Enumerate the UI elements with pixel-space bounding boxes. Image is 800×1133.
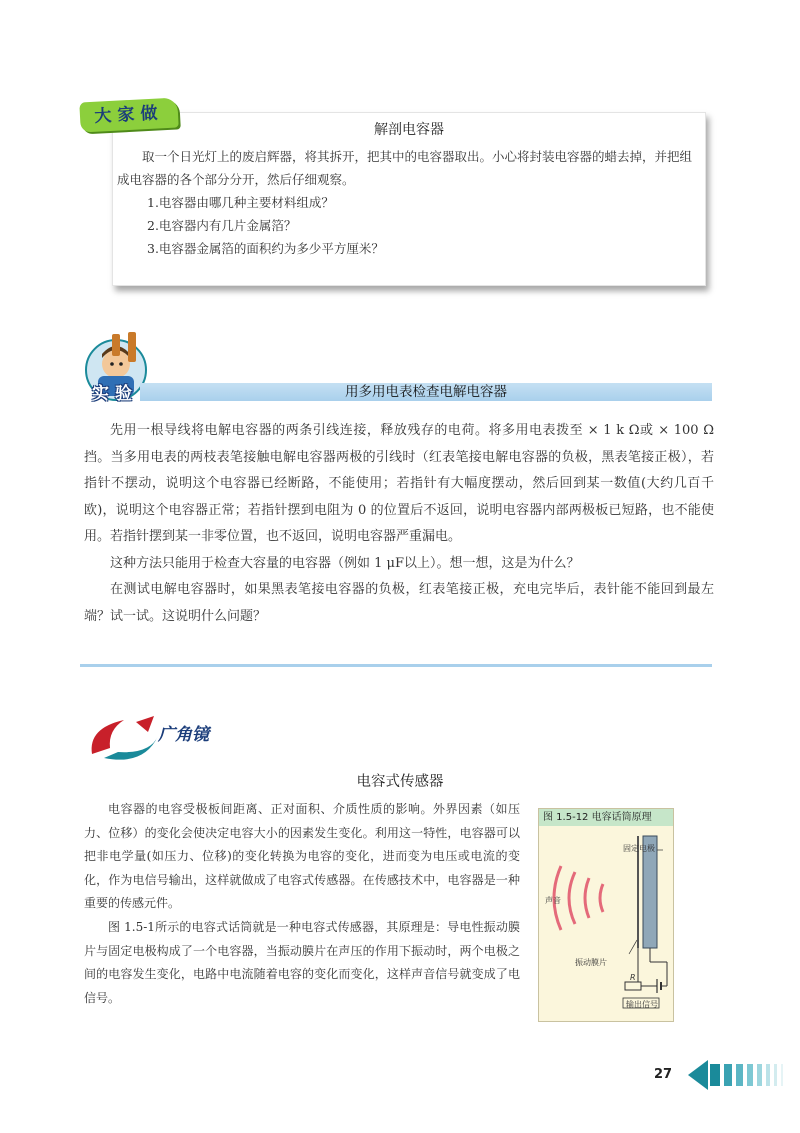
sensor-paragraph: 电容器的电容受极板间距离、正对面积、介质性质的影响。外界因素（如压力、位移）的变化会使决定电容大小的因素发生变化。利用这一特性，电容器可以把非电学量(如压力、位移)的变化转换为电容的变化，进而变为电压或电流的变化，作为电信号输出，这样就做成了电容式传感器。在传感技术中，电容器是一种重要的传感元件。 [84,802,520,911]
activity-badge-label: 大家做 [94,103,164,127]
sensor-title: 电容式传感器 [356,774,444,790]
page-arrow-icon [688,1058,800,1092]
activity-body [117,145,695,260]
label-output-signal: 输出信号 [626,1000,658,1009]
experiment-paragraph: 先用一根导线将电解电容器的两条引线连接，释放残存的电荷。将多用电表拨至 × 1 k Ω或 × 100 Ω挡。当多用电表的两枝表笔接触电解电容器两极的引线时（红表笔接电解电容器的负极，黑表笔接正极），若指针不摆动，说明这个电容器已经断路，不能使用；若指针有大幅度摆动，然后回到某一数值(大约几百千欧)，说明这个电容器正常；若指针摆到电阻为 0 的位置后不返回，说明电容器内部两极板已短路，也不能使用。若指针摆到某一非零位置，也不返回，说明电容器严重漏电。 [84,423,714,544]
activity-box [112,112,706,286]
sensor-paragraph: 图 1.5-1所示的电容式话筒就是一种电容式传感器，其原理是：导电性振动膜片与固定电极构成了一个电容器，当振动膜片在声压的作用下振动时，两个电极之间的电容发生变化，电路中电流随着电容的变化而变化，这样声音信号就变成了电信号。 [84,919,520,1005]
activity-intro: 取一个日光灯上的废启辉器，将其拆开，把其中的电容器取出。小心将封装电容器的蜡去掉，并把组成电容器的各个部分分开，然后仔细观察。 [117,149,693,187]
microphone-diagram [539,826,673,1021]
activity-question: 3.电容器金属箔的面积约为多少平方厘米？ [147,241,384,256]
experiment-title: 用多用电表检查电解电容器 [345,384,507,400]
figure-caption: 图 1.5-12 电容话筒原理 [539,809,673,826]
activity-question: 2.电容器内有几片金属箔？ [147,218,297,233]
label-resistor: R [630,973,636,982]
section-divider [80,664,712,667]
wide-angle-label: 广角镜 [158,725,209,745]
microphone-figure [538,808,674,1022]
experiment-body [84,418,714,630]
label-sound: 声音 [545,896,561,905]
activity-title: 解剖电容器 [374,122,444,138]
activity-question: 1.电容器由哪几种主要材料组成？ [147,195,334,210]
experiment-badge: 实验 [92,384,138,404]
page-number: 27 [654,1067,673,1082]
experiment-paragraph: 在测试电解电容器时，如果黑表笔接电容器的负极，红表笔接正极，充电完毕后，表针能不能回到最左端？试一试。这说明什么问题？ [84,582,714,624]
label-diaphragm: 振动膜片 [575,958,607,967]
sensor-body [84,798,520,1010]
experiment-paragraph: 这种方法只能用于检查大容量的电容器（例如 1 μF以上）。想一想，这是为什么？ [110,555,580,571]
label-fixed-electrode: 固定电极 [623,844,655,853]
activity-badge [79,97,178,132]
